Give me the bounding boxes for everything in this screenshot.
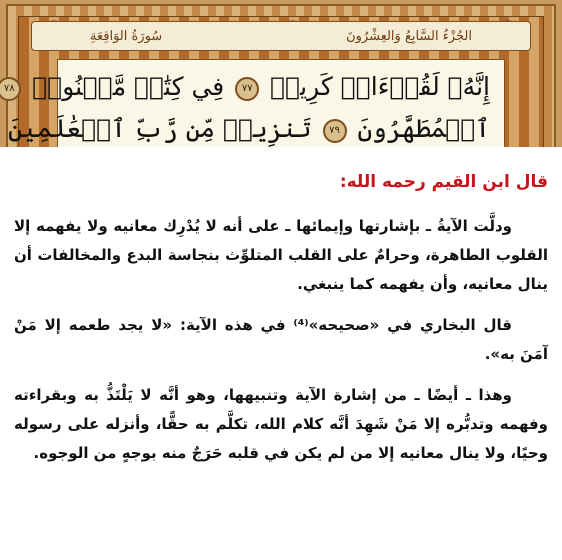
commentary-heading: قال ابن القيم رحمه الله: bbox=[339, 172, 548, 192]
ayah-number-marker: ٧٧ bbox=[235, 77, 259, 101]
verse-text-block bbox=[3, 59, 505, 147]
verse-text: فِي كِتَٰبٖ مَّكۡنُونٖ bbox=[32, 72, 225, 101]
paragraph: وهذا ـ أيضًا ـ من إشارة الآية وتنبيهها، وهو أنَّه لا يَلْتَذُّ به وبقراءته وفهمه وتدبُّره إلا مَنْ شَهِدَ أنَّه كلام الله، تكلَّم به حقًّا، وأنزله على رسوله وحيًا، ولا ينال معانيه إلا من لم يكن في قلبه حَرَجٌ منه بوجهٍ من الوجوه. bbox=[14, 386, 548, 462]
ornamental-frame bbox=[3, 4, 556, 147]
verse-text: تَنزِيلٞ مِّن رَّبِّ ٱلۡعَٰلَمِينَ bbox=[7, 114, 312, 143]
paragraph: قال البخاري في «صحيحه»⁽⁴⁾ في هذه الآية: «لا يجد طعمه إلا مَنْ آمَنَ به». bbox=[14, 316, 548, 363]
quran-page-image bbox=[0, 0, 562, 147]
mushaf-header bbox=[31, 21, 531, 51]
verse-text: إِنَّهُۥ لَقُرۡءَانٞ كَرِيمٞ bbox=[270, 72, 490, 101]
verse-line-2 bbox=[7, 108, 490, 147]
ayah-number-marker: ٧٩ bbox=[323, 119, 347, 143]
ayah-number-marker: ٧٨ bbox=[0, 77, 21, 101]
ornamental-frame-inner bbox=[3, 16, 544, 147]
commentary-section bbox=[14, 160, 548, 480]
surah-label: سُورَةُ الوَاقِعَةِ bbox=[90, 28, 163, 44]
verse-text: ٱلۡمُطَهَّرُونَ bbox=[357, 114, 490, 143]
verse-line-1 bbox=[3, 66, 490, 108]
juz-label: الجُزْءُ السَّابِعُ وَالعِشْرُونَ bbox=[346, 28, 472, 44]
paragraph: ودلَّت الآيةُ ـ بإشارتها وإيمائها ـ على أنه لا يُدْرِك معانيه ولا يفهمه إلا القلوب الطاهرة، وحرامٌ على القلب المتلوِّث بنجاسة البدع والمخالفات أن ينال معانيه، وأن يفهمه كما ينبغي. bbox=[14, 217, 548, 293]
